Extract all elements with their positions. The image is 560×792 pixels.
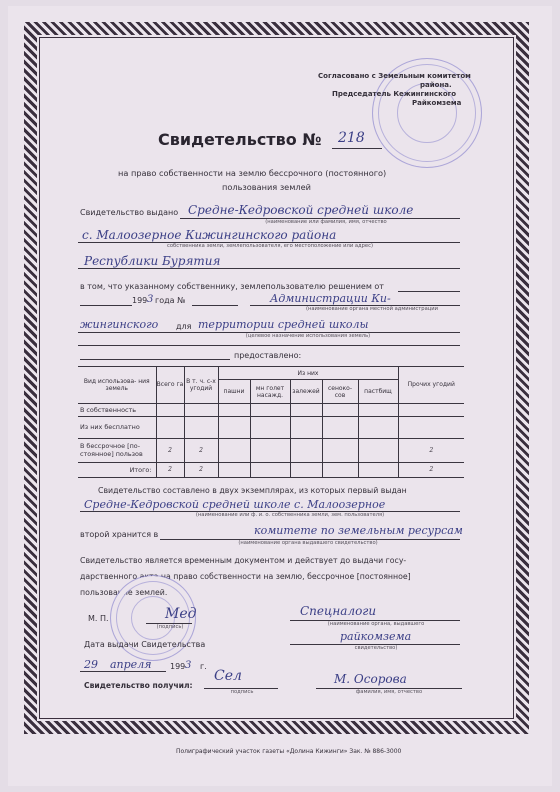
issue-date-year-digit: 3	[185, 660, 192, 671]
issue-date-day: 29	[84, 658, 98, 671]
row-total	[156, 417, 184, 439]
issued-label: Свидетельство выдано	[80, 208, 179, 217]
row-total	[156, 403, 184, 416]
recipient-caption: (наименование или ф. и. о. собственника земли, зем. пользователя)	[195, 512, 385, 518]
header-deposit: залежей	[290, 380, 322, 404]
header-land-type: Вид использова- ния земель	[78, 367, 156, 404]
issuing-org-hand-2: райкомзема	[340, 630, 412, 643]
signature-hand: Мед	[165, 606, 197, 622]
received-name-hand: М. Осорова	[334, 672, 407, 686]
recipient-hand: Средне-Кедровской средней школе с. Малоозерное	[84, 498, 386, 511]
decision-for: для	[176, 322, 192, 331]
issued-caption-2: собственника земли, землепользователя, его местоположение или адрес)	[167, 243, 373, 249]
issue-date-suffix: г.	[200, 662, 207, 671]
row-incl: 2	[184, 462, 218, 477]
copies-text-1: Свидетельство составлено в двух экземплярах, из которых первый выдан	[98, 486, 407, 495]
approval-line-2: района.	[420, 81, 452, 89]
row-other	[398, 403, 464, 416]
decision-year-digit: 3	[147, 294, 154, 305]
row-label: В собственность	[78, 403, 156, 416]
approval-line-4: Райкомзема	[412, 99, 462, 107]
header-incl-agri: В т. ч. с-х угодий	[184, 367, 218, 404]
issuing-org-caption-2: свидетельство)	[354, 645, 398, 651]
row-other	[398, 417, 464, 439]
authority-caption: (наименование органа местной администрации	[305, 306, 439, 312]
header-perennial: мн голет насажд.	[250, 380, 290, 404]
decision-year-label: года №	[155, 296, 186, 305]
issued-caption-1: (наименование или фамилия, имя, отчество	[265, 219, 387, 225]
decision-text-1: в том, что указанному собственнику, землепользователю решением от	[80, 282, 384, 291]
approval-line-1: Согласовано с Земельным комитетом	[318, 72, 471, 80]
header-other: Прочих угодий	[398, 367, 464, 404]
header-plough: пашни	[218, 380, 250, 404]
subtitle-line-1: на право собственности на землю бессрочного (постоянного)	[118, 168, 387, 178]
table-row	[78, 462, 464, 477]
storage-hand: комитете по земельным ресурсам	[254, 524, 463, 537]
land-use-table	[78, 366, 464, 478]
issue-date-month: апреля	[110, 658, 152, 671]
header-of-them: Из них	[218, 367, 398, 380]
row-label: Из них бесплатно	[78, 417, 156, 439]
row-incl: 2	[184, 438, 218, 462]
row-incl	[184, 403, 218, 416]
header-total: Всего га	[156, 367, 184, 404]
row-incl	[184, 417, 218, 439]
storage-caption: (наименование органа выдавшего свидетельство)	[238, 540, 378, 546]
row-other: 2	[398, 438, 464, 462]
received-label: Свидетельство получил:	[84, 681, 193, 690]
issued-value-1: Средне-Кедровской средней школе	[188, 203, 414, 217]
mp-label: М. П.	[88, 614, 109, 623]
authority-hand-1: Администрации Ки-	[270, 292, 391, 305]
decision-year: 199	[132, 296, 148, 305]
decision-provided: предоставлено:	[234, 351, 302, 360]
purpose-hand: территории средней школы	[198, 318, 369, 331]
header-pasture: пастбищ	[358, 380, 398, 404]
table-row	[78, 438, 464, 462]
issued-value-3: Республики Бурятия	[84, 254, 221, 268]
signature-caption: (подпись)	[156, 624, 184, 630]
purpose-caption: (целевое назначение использования земель)	[245, 333, 371, 339]
copies-text-2: второй хранится в	[80, 530, 159, 539]
received-name-caption: фамилия, имя, отчество	[355, 689, 423, 695]
table-row	[78, 417, 464, 439]
row-other: 2	[398, 462, 464, 477]
temporary-line-1: Свидетельство является временным документом и действует до выдачи госу-	[80, 556, 407, 565]
issuing-org-caption-1: (наименование органа, выдавшего	[327, 621, 425, 627]
received-signature-hand: Сел	[214, 668, 242, 684]
row-label: В бессрочное [по- стоянное] пользов	[78, 438, 156, 462]
issuing-org-hand-1: Спецналоги	[300, 604, 377, 618]
header-hay: сеноко- сов	[322, 380, 358, 404]
row-total: 2	[156, 462, 184, 477]
subtitle-line-2: пользования землей	[222, 182, 311, 192]
issue-date-year: 199	[170, 662, 186, 671]
issued-value-2: с. Малоозерное Кижингинского района	[82, 228, 337, 242]
document-title: Свидетельство №	[158, 130, 322, 149]
temporary-line-2: дарственного акта на право собственности на землю, бессрочное [постоянное]	[80, 572, 411, 581]
authority-hand-2: жингинского	[80, 318, 159, 331]
printer-footer: Полиграфический участок газеты «Долина Кижинги» Зак. № 886-3000	[176, 748, 402, 755]
table-row	[78, 403, 464, 416]
approval-line-3: Председатель Кежингинского	[332, 90, 457, 98]
certificate-number: 218	[338, 130, 365, 146]
row-total: 2	[156, 438, 184, 462]
received-sign-caption: подпись	[230, 689, 254, 695]
temporary-line-3: пользование землей.	[80, 588, 168, 597]
row-label: Итого:	[78, 462, 156, 477]
issue-date-label: Дата выдачи Свидетельства	[84, 640, 206, 649]
